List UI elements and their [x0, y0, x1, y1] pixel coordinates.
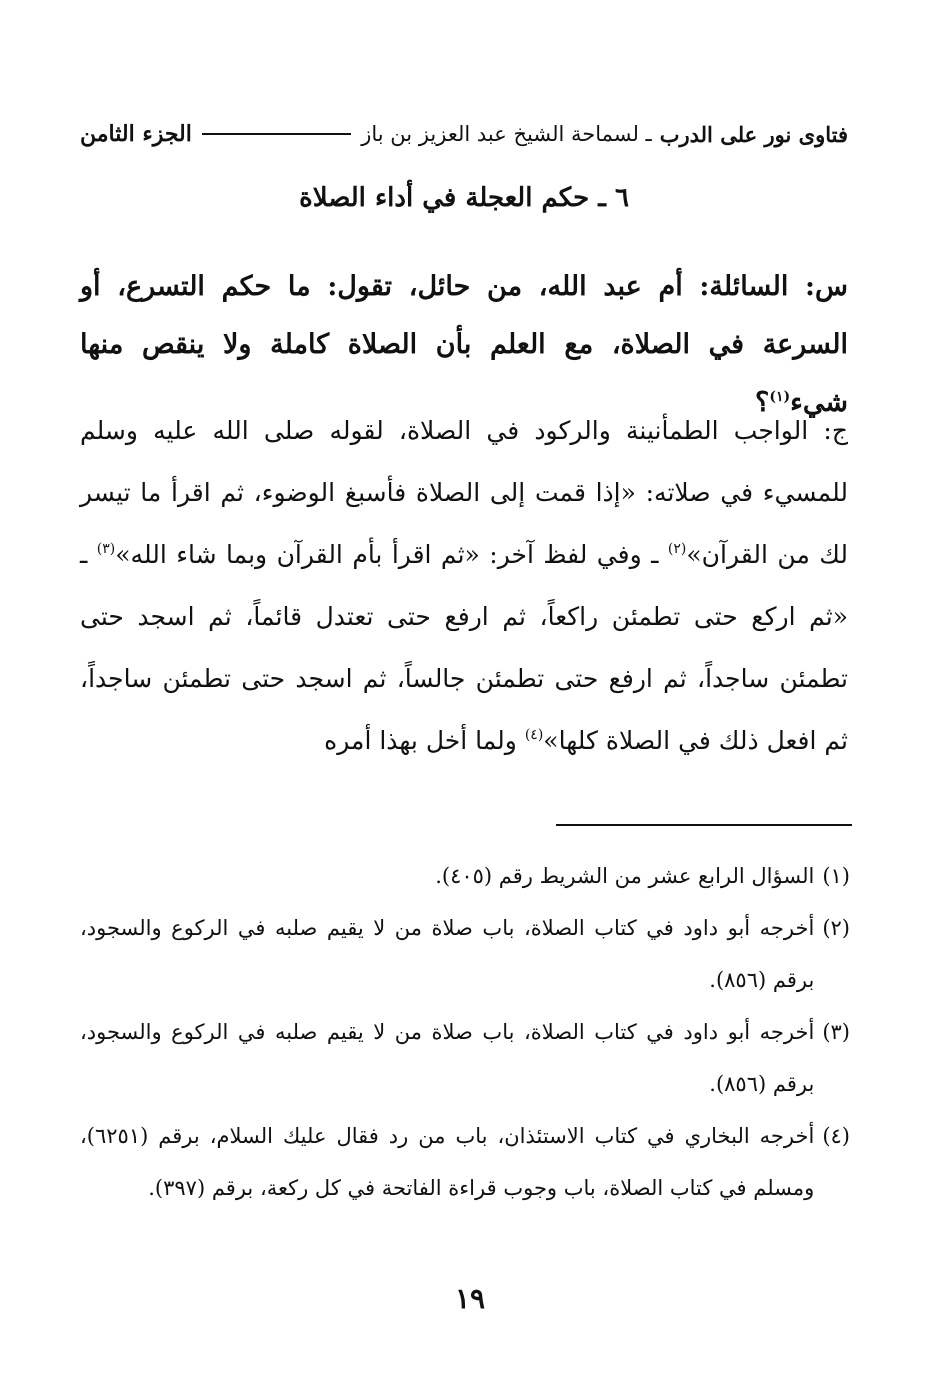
page-number: ١٩: [454, 1282, 486, 1315]
question-end: ؟: [755, 387, 770, 418]
footnote-ref-4[interactable]: (٤): [524, 727, 544, 743]
footnote-ref-1[interactable]: (١): [769, 389, 791, 405]
header-part: الجزء الثامن: [80, 121, 192, 147]
header-book-title: فتاوى نور على الدرب: [659, 121, 848, 147]
answer-part-3: ـ «ثم اركع حتى تطمئن راكعاً، ثم ارفع حتى تعتدل قائماً، ثم اسجد حتى تطمئن ساجداً، ثم ارفع حتى تطمئن جالساً، ثم اسجد حتى تطمئن ساجداً، ثم افعل ذلك في الصلاة كلها»: [80, 540, 848, 755]
footnote-text: السؤال الرابع عشر من الشريط رقم (٤٠٥).: [435, 864, 815, 888]
footnote-item: [80, 1110, 850, 1214]
answer-part-4: ولما أخل بهذا أمره: [324, 726, 525, 755]
footnote-number: (٢): [822, 916, 850, 940]
question-text: س: السائلة: أم عبد الله، من حائل، تقول: ما حكم التسرع، أو السرعة في الصلاة، مع العلم بأن الصلاة كاملة ولا ينقص منها شيء: [80, 271, 848, 418]
header-rule: [202, 133, 351, 135]
footnote-separator: [556, 824, 852, 826]
answer-part-1: ج: الواجب الطمأنينة والركود في الصلاة، لقوله صلى الله عليه وسلم للمسيء في صلاته: «إذا قمت إلى الصلاة فأسبغ الوضوء، ثم اقرأ ما تيسر لك من القرآن»: [80, 416, 848, 569]
footnote-number: (٤): [822, 1124, 850, 1148]
footnote-ref-3[interactable]: (٣): [96, 541, 116, 557]
header-author: ـ لسماحة الشيخ عبد العزيز بن باز: [361, 122, 652, 146]
footnotes: [80, 850, 850, 1214]
footnote-ref-2[interactable]: (٢): [667, 541, 687, 557]
section-title: ٦ ـ حكم العجلة في أداء الصلاة: [299, 183, 629, 213]
footnote-item: [80, 902, 850, 1006]
footnote-text: أخرجه البخاري في كتاب الاستئذان، باب من رد فقال عليك السلام، برقم (٦٢٥١)، ومسلم في كتاب الصلاة، باب وجوب قراءة الفاتحة في كل ركعة، برقم (٣٩٧).: [80, 1124, 815, 1200]
running-header: [80, 114, 848, 154]
footnote-item: [80, 850, 850, 902]
footnote-number: (٣): [822, 1020, 850, 1044]
footnote-text: أخرجه أبو داود في كتاب الصلاة، باب صلاة من لا يقيم صلبه في الركوع والسجود، برقم (٨٥٦).: [80, 916, 815, 992]
answer-paragraph: [80, 400, 848, 772]
footnote-item: [80, 1006, 850, 1110]
footnote-text: أخرجه أبو داود في كتاب الصلاة، باب صلاة من لا يقيم صلبه في الركوع والسجود، برقم (٨٥٦).: [80, 1020, 815, 1096]
footnote-number: (١): [822, 864, 850, 888]
answer-part-2: ـ وفي لفظ آخر: «ثم اقرأ بأم القرآن وبما شاء الله»: [115, 540, 668, 569]
